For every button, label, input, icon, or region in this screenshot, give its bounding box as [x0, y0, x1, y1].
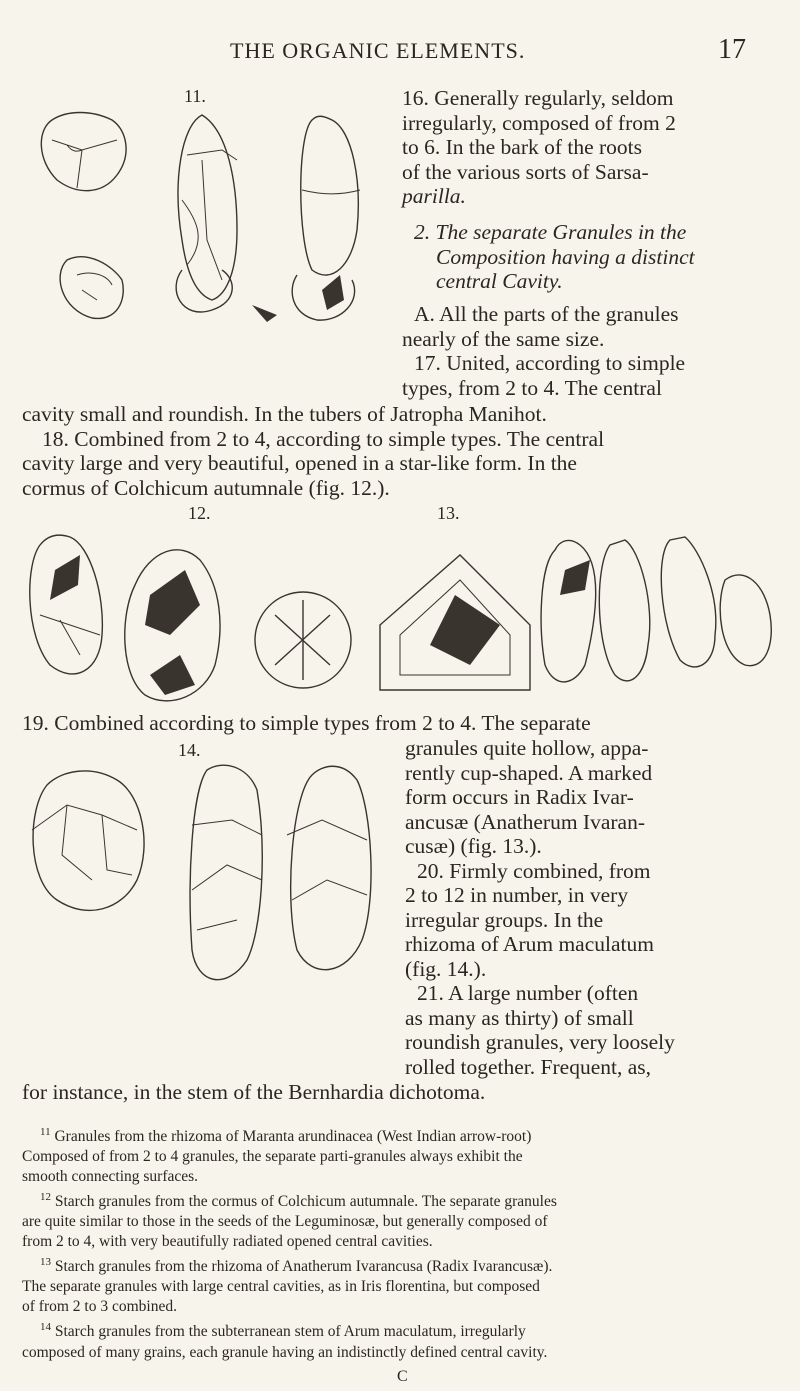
section-2-heading [414, 220, 794, 294]
text-line: types, from 2 to 4. The central [402, 375, 662, 400]
text-line: cavity small and roundish. In the tubers of Jatropha Manihot. [22, 402, 547, 426]
text-line: to 6. In the bark of the roots [402, 135, 643, 159]
text-line: form occurs in Radix Ivar- [405, 785, 634, 809]
text-line: 20. Firmly combined, from [417, 858, 651, 883]
paragraph-19-first-line: 19. Combined according to simple types from 2 to 4. The separate [22, 711, 591, 735]
footnote-13 [22, 1252, 798, 1317]
heading-line: Composition having a distinct [436, 244, 695, 269]
fig-14-label: 14. [178, 740, 201, 760]
footnote-line: from 2 to 4, with very beautifully radiated opened central cavities. [22, 1233, 433, 1251]
text-line: cormus of Colchicum autumnale (fig. 12.). [22, 475, 390, 500]
footnote-line: composed of many grains, each granule having an indistinctly defined central cavity. [22, 1343, 548, 1361]
text-line: rolled together. Frequent, as, [405, 1054, 651, 1079]
footnote-mark: 12 [40, 1191, 51, 1204]
fig-11-label: 11. [184, 86, 206, 106]
text-line: ancusæ (Anatherum Ivaran- [405, 809, 645, 834]
text-line: parilla. [402, 184, 466, 208]
page-number: 17 [718, 34, 746, 65]
text-line: of the various sorts of Sarsa- [402, 159, 649, 184]
text-line: rhizoma of Arum maculatum [405, 932, 654, 956]
footnote-line: The separate granules with large central cavities, as in Iris florentina, but composed [22, 1278, 540, 1296]
footnote-line: Starch granules from the subterranean stem of Arum maculatum, irregularly [54, 1323, 526, 1341]
paragraph-21-last-line: for instance, in the stem of the Bernhardia dichotoma. [22, 1080, 486, 1104]
fig-14-starch-granules [22, 760, 377, 992]
heading-line: central Cavity. [436, 269, 563, 293]
fig-12-label: 12. [188, 503, 211, 523]
text-line: roundish granules, very loosely [405, 1030, 675, 1054]
text-line: 18. Combined from 2 to 4, according to simple types. The central [42, 426, 605, 451]
footnote-14 [22, 1317, 798, 1362]
paragraph-17-18 [22, 402, 792, 500]
fig-13-starch-granules [370, 525, 782, 710]
footnote-line: Granules from the rhizoma of Maranta arundinacea (West Indian arrow-root) [54, 1128, 532, 1146]
footnote-line: smooth connecting surfaces. [22, 1168, 199, 1186]
footnote-line: are quite similar to those in the seeds of the Leguminosæ, but generally composed of [22, 1213, 548, 1231]
running-title: THE ORGANIC ELEMENTS. [230, 38, 526, 63]
footnote-11 [22, 1122, 798, 1187]
footnotes [22, 1122, 798, 1363]
footnote-mark: 14 [40, 1321, 51, 1334]
text-line: rently cup-shaped. A marked [405, 760, 653, 785]
text-line: as many as thirty) of small [405, 1005, 634, 1030]
text-line: nearly of the same size. [402, 326, 605, 351]
footnote-line: Starch granules from the rhizoma of Anatherum Ivarancusa (Radix Ivarancusæ). [54, 1258, 553, 1276]
fig-11-starch-granules [22, 100, 382, 322]
footnote-12 [22, 1187, 798, 1252]
signature-mark: C [397, 1368, 408, 1385]
footnote-line: Composed of from 2 to 4 granules, the separate parti-granules always exhibit the [22, 1148, 523, 1166]
text-line: irregularly, composed of from 2 [402, 110, 676, 135]
footnote-line: Starch granules from the cormus of Colchicum autumnale. The separate granules [54, 1193, 557, 1211]
text-line: 2 to 12 in number, in very [405, 883, 629, 907]
text-line: 16. Generally regularly, seldom [402, 86, 674, 110]
text-line: 17. United, according to simple [414, 351, 686, 375]
fig-12-starch-granules [20, 525, 360, 710]
footnote-mark: 13 [40, 1256, 51, 1269]
paragraph-19-21-column [405, 736, 795, 1079]
text-line: granules quite hollow, appa- [405, 736, 649, 760]
heading-line: 2. The separate Granules in the [414, 220, 687, 244]
text-line: (fig. 14.). [405, 956, 487, 981]
text-line: cusæ) (fig. 13.). [405, 834, 542, 858]
text-line: cavity large and very beautiful, opened in a star-like form. In the [22, 451, 577, 475]
text-line: 21. A large number (often [417, 981, 639, 1005]
running-header [0, 34, 800, 78]
fig-13-label: 13. [437, 503, 460, 523]
footnote-line: of from 2 to 3 combined. [22, 1298, 177, 1316]
footnote-mark: 11 [40, 1126, 51, 1138]
paragraph-16 [402, 86, 792, 209]
text-line: A. All the parts of the granules [414, 302, 679, 326]
paragraph-a [402, 302, 794, 400]
text-line: irregular groups. In the [405, 907, 604, 932]
